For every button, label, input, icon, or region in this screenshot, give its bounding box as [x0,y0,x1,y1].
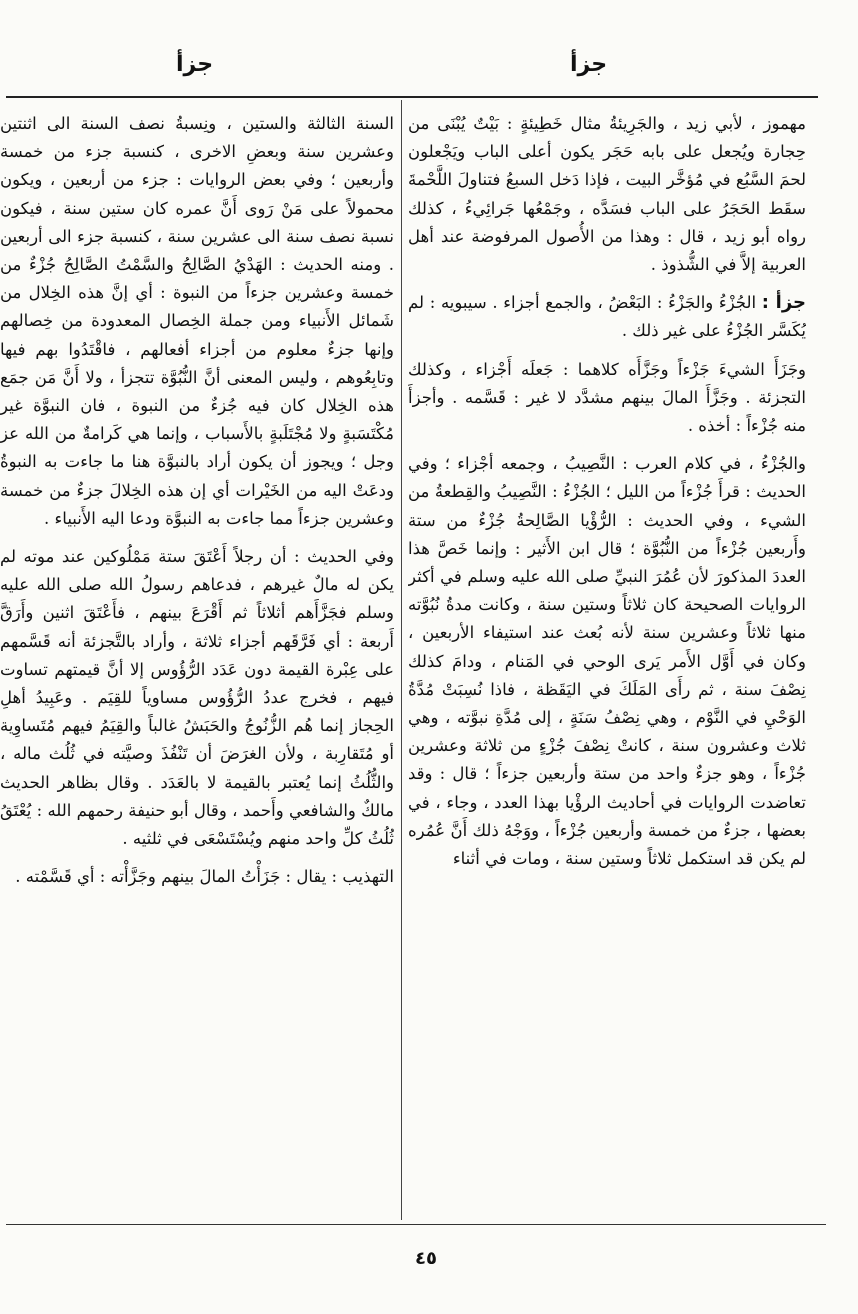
paragraph: والجُزْءُ ، في كلام العرب : النَّصِيبُ ، وجمعه أجْزاء ؛ وفي الحديث : قرأَ جُزْءاً من الليل ؛ الجُزْءُ : النَّصِيبُ والقِطعةُ من الشيء ، وفي الحديث : الرُّؤْيا الصَّالِحةُ جُزْءٌ من ستة وأَربعين جُزْءاً من النُّبُوَّة ؛ قال ابن الأَثير : وإنما خَصَّ هذا العددَ المذكورَ لأن عُمُرَ النبيِّ صلى الله عليه وسلم في أكثر الروايات الصحيحة كان ثلاثاً وستين سنة ، وكانت مدةُ نُبُوَّته منها ثلاثاً وعشرين سنة لأنه بُعث عند استيفاء الأربعين ، وكان في أَوَّل الأَمر يَرى الوحي في المَنام ، ودامَ كذلك نِصْفَ سنة ، ثم رأَى المَلَكَ في اليَقَظة ، فاذا نُسِبَتْ مُدَّةُ الوَحْيِ في النَّوْم ، وهي نِصْفُ سَنَةٍ ، إلى مُدَّةِ نبوَّته ، وهي ثلاث وعشرون سنة ، كانتْ نِصْفَ جُزْءٍ من ثلاثة وعشرين جُزْءاً ، وهو جزءٌ واحد من ستة وأربعين جزءاً ؛ قال : وقد تعاضدت الروايات في أحاديث الرؤْيا بهذا العدد ، وجاء ، في بعضها ، جزءٌ من خمسة وأربعين جُزْءاً ، ووَجْهُ ذلك أَنَّ عُمُره لم يكن قد استكمل ثلاثاً وستين سنة ، ومات في أثناء [408,454,806,869]
running-head-left: جزأ [176,52,214,77]
entry-headword: جزأ : [761,292,806,314]
column-divider [401,100,402,1220]
paragraph: مهموز ، لأبي زيد ، والجَرِيئةُ مثال خَطِيئةٍ : بَيْتٌ يُبْنَى من حِجارة ويُجعل على بابه حَجَر يكون أعلى الباب ويَجْعلون لحمَ السَّبُع في مُؤخَّر البيت ، فإذا دَخل السبعُ فتناولَ اللَّحْمةَ سقَط الحَجَرُ على الباب فسَدَّه ، وجَمْعُها جَرائِيءُ ، كذلك رواه أبو زيد ، قال : وهذا من الأُصول المرفوضة عند أهل العربية إلاَّ في الشُّذوذ . [408,114,806,275]
left-column [0,110,394,1222]
right-column [408,110,806,1222]
page-number: ٤٥ [415,1248,437,1269]
paragraph: وفي الحديث : أن رجلاً أَعْتَقَ ستة مَمْلُوكين عند موته لم يكن له مالٌ غيرهم ، فدعاهم رسولُ الله صلى الله عليه وسلم فجَزَّأَهم أثلاثاً ثم أَقْرَعَ بينهم ، فأَعْتَقَ اثنين وأَرَقَّ أَربعة : أي فَرَّقَهم أجزاء ثلاثة ، وأراد بالتَّجزئة أنه قَسَّمهم على عِبْرة القيمة دون عَدَد الرُّؤُوس إلا أنَّ قيمتهم تساوت فيهم ، فخرج عددُ الرُّؤُوس مساوياً للقِيَم . وعَبِيدُ أهلِ الحِجاز إنما هُم الزُّنُوجُ والحَبَشُ غالباً والقِيَمُ فيهم مُتَساوِية أو مُتَقارِبة ، ولأن الغرَضَ أن تَنْفُذَ وصيَّته في ثُلُث ماله ، والثُّلُثُ إنما يُعتبر بالقيمة لا بالعَدَد . وقال بظاهر الحديث مالكٌ والشافعي وأَحمد ، وقال أبو حنيفة رحمهم الله : يُعْتَقُ ثُلُثُ كلِّ واحد منهم ويُسْتَسْعَى في ثلثيه . [0,547,394,849]
paragraph: التهذيب : يقال : جَزَأْتُ المالَ بينهم وجَزَّأْته : أي قَسَّمْته . [15,867,394,887]
footer-rule [6,1224,826,1225]
page-header [0,52,858,92]
entry-text: الجُزْءُ والجَزْءُ : البَعْضُ ، والجمع أجزاء . سيبويه : لم يُكَسَّر الجُزْءُ على غير ذلك . [408,293,806,341]
paragraph: وجَزَأَ الشيءَ جَزْءاً وجَزَّأَه كلاهما : جَعلَه أَجْزاء ، وكذلك التجزئة . وجَزَّأَ المالَ بينهم مشدَّد لا غير : قَسَّمه . وأجزأَ منه جُزْءاً : أخذه . [408,359,806,436]
header-rule [6,96,818,98]
running-head-right: جزأ [570,52,608,77]
entry-paragraph [408,289,806,345]
paragraph: السنة الثالثة والستين ، ونِسبةُ نصف السنة الى اثنتين وعشرين سنة وبعضِ الاخرى ، كنسبة جزء من خمسة وأربعين ؛ وفي بعض الروايات : جزء من أربعين ، ويكون محمولاً على مَنْ رَوى أَنَّ عمره كان ستين سنة ، فيكون نسبة نصف سنة الى عشرين سنة ، كنسبة جزء الى أربعين . ومنه الحديث : الهَدْيُ الصَّالِحُ والسَّمْتُ الصَّالِحُ جُزْءٌ من خمسة وعشرين جزءاً من النبوة : أي إنَّ هذه الخِلال من شَمائل الأَنبياء ومن جملة الخِصال المعدودة من خِصالهم وإنها جزءٌ معلوم من أجزاء أفعالهم ، فاقْتَدُوا بهم فيها وتابِعُوهم ، وليس المعنى أنَّ النُّبُوَّة تتجزأ ، ولا أَنَّ مَن جمَع هذه الخِلال كان فيه جُزءٌ من النبوة ، فان النبوَّة غير مُكْتَسَبةٍ ولا مُجْتَلَبةٍ بالأَسباب ، وإنما هي كَرامةٌ من الله عز وجل ؛ ويجوز أن يكون أراد بالنبوَّة هنا ما جاءت به النبوةُ ودعَتْ اليه من الخَيْرات أي إن هذه الخِلالَ جزءٌ من خمسة وعشرين جزءاً مما جاءت به النبوَّة ودعا اليه الأَنبياء . [0,114,394,528]
